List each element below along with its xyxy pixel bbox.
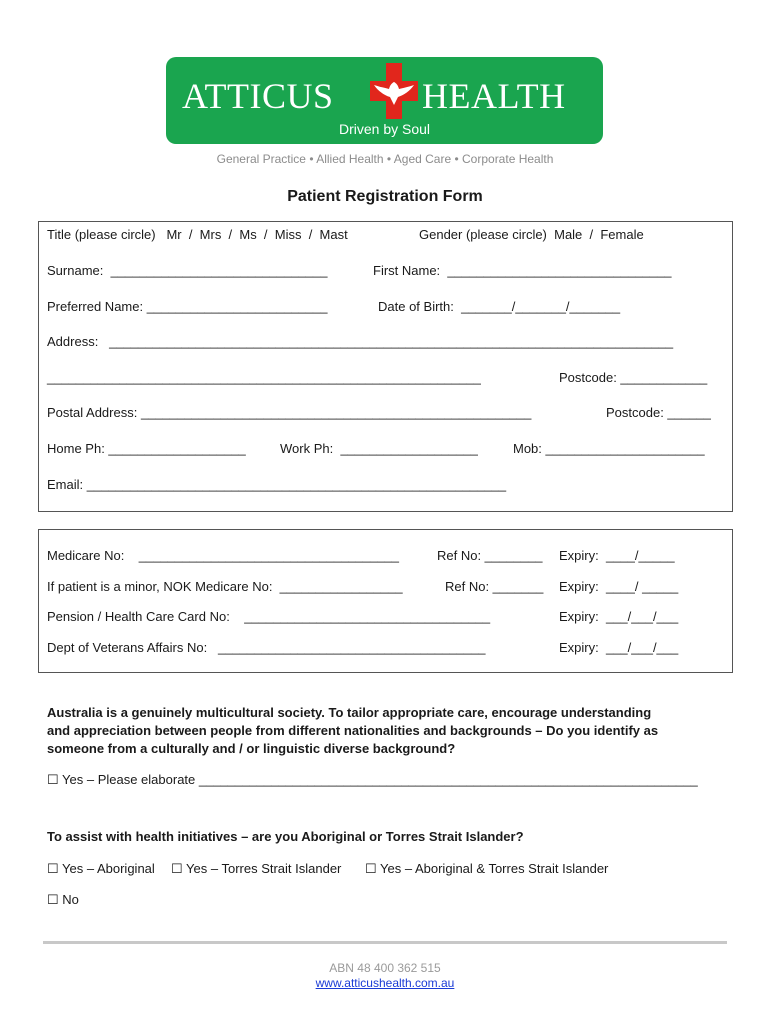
postal-address-field[interactable]: Postal Address: ______________________________________________________ bbox=[47, 405, 532, 420]
logo-word-health: HEALTH bbox=[422, 76, 566, 116]
surname-field[interactable]: Surname: ______________________________ bbox=[47, 263, 328, 278]
title-field[interactable]: Title (please circle) Mr / Mrs / Ms / Miss / Mast bbox=[47, 227, 348, 242]
abn-number: ABN 48 400 362 515 bbox=[329, 961, 441, 975]
date-of-birth-field[interactable]: Date of Birth: _______/_______/_______ bbox=[378, 299, 621, 314]
services-line: General Practice • Allied Health • Aged Care • Corporate Health bbox=[216, 152, 554, 166]
medicare-number-field[interactable]: Medicare No: ____________________________________ bbox=[47, 548, 400, 563]
medical-cross-dove-icon bbox=[370, 63, 418, 119]
email-field[interactable]: Email: __________________________________________________________ bbox=[47, 477, 507, 492]
postcode-field[interactable]: Postcode: ____________ bbox=[559, 370, 708, 385]
nok-expiry-field[interactable]: Expiry: ____/ _____ bbox=[559, 579, 679, 594]
address-field[interactable]: Address: ______________________________________________________________________________ bbox=[47, 334, 674, 349]
torres-strait-checkbox[interactable]: ☐ Yes – Torres Strait Islander bbox=[171, 861, 342, 876]
multicultural-question-line1: Australia is a genuinely multicultural society. To tailor appropriate care, encourage understanding bbox=[47, 705, 652, 720]
multicultural-question-line3: someone from a culturally and / or linguistic diverse background? bbox=[47, 741, 456, 756]
dva-expiry-field[interactable]: Expiry: ___/___/___ bbox=[559, 640, 679, 655]
preferred-name-field[interactable]: Preferred Name: _________________________ bbox=[47, 299, 328, 314]
dva-number-field[interactable]: Dept of Veterans Affairs No: _____________________________________ bbox=[47, 640, 486, 655]
website-link[interactable]: www.atticushealth.com.au bbox=[315, 976, 455, 990]
multicultural-question-line2: and appreciation between people from different nationalities and backgrounds – Do you identify as bbox=[47, 723, 659, 738]
first-name-field[interactable]: First Name: _______________________________ bbox=[373, 263, 672, 278]
logo-tagline: Driven by Soul bbox=[338, 121, 431, 137]
gender-field[interactable]: Gender (please circle) Male / Female bbox=[419, 227, 644, 242]
pension-expiry-field[interactable]: Expiry: ___/___/___ bbox=[559, 609, 679, 624]
nok-medicare-field[interactable]: If patient is a minor, NOK Medicare No: _________________ bbox=[47, 579, 403, 594]
nok-ref-field[interactable]: Ref No: _______ bbox=[445, 579, 544, 594]
aboriginal-torres-strait-checkbox[interactable]: ☐ Yes – Aboriginal & Torres Strait Islander bbox=[365, 861, 609, 876]
medicare-expiry-field[interactable]: Expiry: ____/_____ bbox=[559, 548, 675, 563]
multicultural-yes-checkbox[interactable]: ☐ Yes – Please elaborate _____________________________________________________________________ bbox=[47, 772, 698, 787]
atticus-health-logo bbox=[166, 57, 603, 144]
postal-postcode-field[interactable]: Postcode: ______ bbox=[606, 405, 711, 420]
medicare-ref-field[interactable]: Ref No: ________ bbox=[437, 548, 543, 563]
address-line2-field[interactable]: ____________________________________________________________ bbox=[47, 370, 481, 385]
form-title: Patient Registration Form bbox=[287, 188, 483, 205]
logo-word-atticus: ATTICUS bbox=[182, 76, 334, 116]
home-phone-field[interactable]: Home Ph: ___________________ bbox=[47, 441, 246, 456]
no-checkbox[interactable]: ☐ No bbox=[47, 892, 79, 907]
aboriginal-checkbox[interactable]: ☐ Yes – Aboriginal bbox=[47, 861, 155, 876]
indigenous-question: To assist with health initiatives – are you Aboriginal or Torres Strait Islander? bbox=[47, 829, 524, 844]
footer-divider bbox=[43, 941, 727, 944]
pension-card-field[interactable]: Pension / Health Care Card No: __________________________________ bbox=[47, 609, 491, 624]
work-phone-field[interactable]: Work Ph: ___________________ bbox=[280, 441, 478, 456]
mobile-field[interactable]: Mob: ______________________ bbox=[513, 441, 705, 456]
